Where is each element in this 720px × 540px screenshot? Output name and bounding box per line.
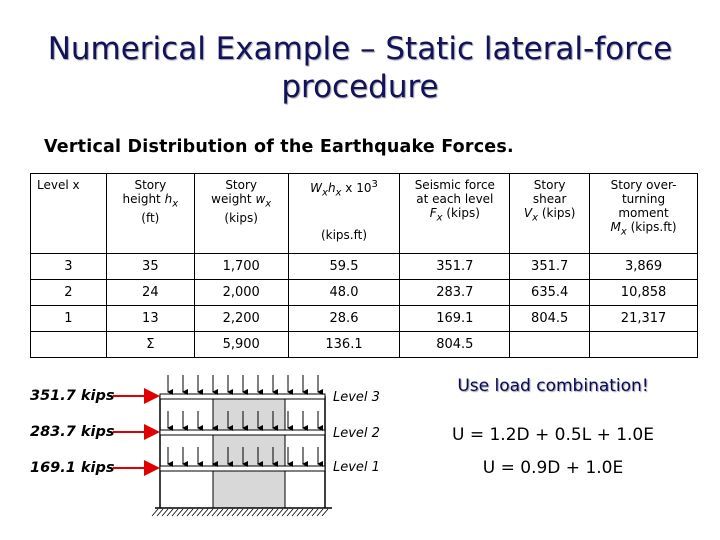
hatch-line xyxy=(292,509,298,516)
hatch-line xyxy=(262,509,268,516)
sigma-cell: Σ xyxy=(106,332,194,358)
hatch-line xyxy=(272,509,278,516)
hatch-line xyxy=(232,509,238,516)
hatch-line xyxy=(227,509,233,516)
cell: 21,317 xyxy=(590,306,698,332)
header-seismic-force: Seismic force at each level $F_x$ (kips) xyxy=(400,174,510,254)
cell: 2 xyxy=(31,280,107,306)
section-subtitle: Vertical Distribution of the Earthquake Forces. xyxy=(44,137,514,157)
header-story-shear: Story shear $V_x$ (kips) xyxy=(510,174,590,254)
hatch-line xyxy=(302,509,308,516)
hatch-line xyxy=(167,509,173,516)
cell: 59.5 xyxy=(288,254,400,280)
shear-wall xyxy=(213,396,285,508)
force-label-level-1: 169.1 kips xyxy=(30,460,115,476)
cell: 351.7 xyxy=(510,254,590,280)
hatch-line xyxy=(297,509,303,516)
hatch-line xyxy=(277,509,283,516)
cell: 804.5 xyxy=(400,332,510,358)
cell: 28.6 xyxy=(288,306,400,332)
level-label-3: Level 3 xyxy=(333,390,380,405)
hatch-line xyxy=(182,509,188,516)
beam-level-1 xyxy=(160,466,325,471)
cell: 635.4 xyxy=(510,280,590,306)
gravity-loads xyxy=(168,375,318,464)
load-combination-eq2: U = 0.9D + 1.0E xyxy=(482,458,624,478)
hatch-line xyxy=(317,509,323,516)
hatch-line xyxy=(172,509,178,516)
hatch-line xyxy=(177,509,183,516)
hatch-line xyxy=(222,509,228,516)
hatch-line xyxy=(267,509,273,516)
hatch-line xyxy=(187,509,193,516)
hatch-line xyxy=(237,509,243,516)
hatch-line xyxy=(207,509,213,516)
cell: 5,900 xyxy=(194,332,288,358)
cell: 13 xyxy=(106,306,194,332)
cell: 35 xyxy=(106,254,194,280)
cell: 10,858 xyxy=(590,280,698,306)
header-story-weight: Story weight $w_x$ (kips) xyxy=(194,174,288,254)
hatch-line xyxy=(282,509,288,516)
force-label-level-2: 283.7 kips xyxy=(30,424,115,440)
header-overturning-moment: Story over- turning moment $M_x$ (kips.ft) xyxy=(590,174,698,254)
cell: 169.1 xyxy=(400,306,510,332)
cell: 136.1 xyxy=(288,332,400,358)
hatch-line xyxy=(212,509,218,516)
hatch-line xyxy=(192,509,198,516)
header-wxhx: $W_xh_x$ x $10^3$ (kips.ft) xyxy=(288,174,400,254)
header-level: Level x xyxy=(31,174,107,254)
cell: 2,200 xyxy=(194,306,288,332)
hatch-line xyxy=(157,509,163,516)
hatch-line xyxy=(257,509,263,516)
cell: 283.7 xyxy=(400,280,510,306)
hatch-line xyxy=(202,509,208,516)
cell: 3 xyxy=(31,254,107,280)
hatch-line xyxy=(312,509,318,516)
header-story-height: Story height $h_x$ (ft) xyxy=(106,174,194,254)
hatch-line xyxy=(242,509,248,516)
cell: 1,700 xyxy=(194,254,288,280)
level-label-1: Level 1 xyxy=(333,460,380,475)
hatch-line xyxy=(287,509,293,516)
cell: 24 xyxy=(106,280,194,306)
cell: 2,000 xyxy=(194,280,288,306)
force-label-level-3: 351.7 kips xyxy=(30,388,115,404)
cell: 804.5 xyxy=(510,306,590,332)
cell: 1 xyxy=(31,306,107,332)
hatch-line xyxy=(197,509,203,516)
hatch-line xyxy=(217,509,223,516)
hatch-line xyxy=(307,509,313,516)
cell: 3,869 xyxy=(590,254,698,280)
level-label-2: Level 2 xyxy=(333,426,380,441)
beam-level-3 xyxy=(160,394,325,399)
cell: 351.7 xyxy=(400,254,510,280)
slide-title: Numerical Example – Static lateral-force procedure xyxy=(47,31,673,105)
cell: 48.0 xyxy=(288,280,400,306)
hatch-line xyxy=(252,509,258,516)
hatch-line xyxy=(162,509,168,516)
ground-hatch xyxy=(152,509,328,516)
hatch-line xyxy=(152,509,158,516)
beam-level-2 xyxy=(160,430,325,435)
hatch-line xyxy=(247,509,253,516)
load-combination-eq1: U = 1.2D + 0.5L + 1.0E xyxy=(451,425,654,445)
load-combination-heading: Use load combination! xyxy=(457,376,649,396)
hatch-line xyxy=(322,509,328,516)
